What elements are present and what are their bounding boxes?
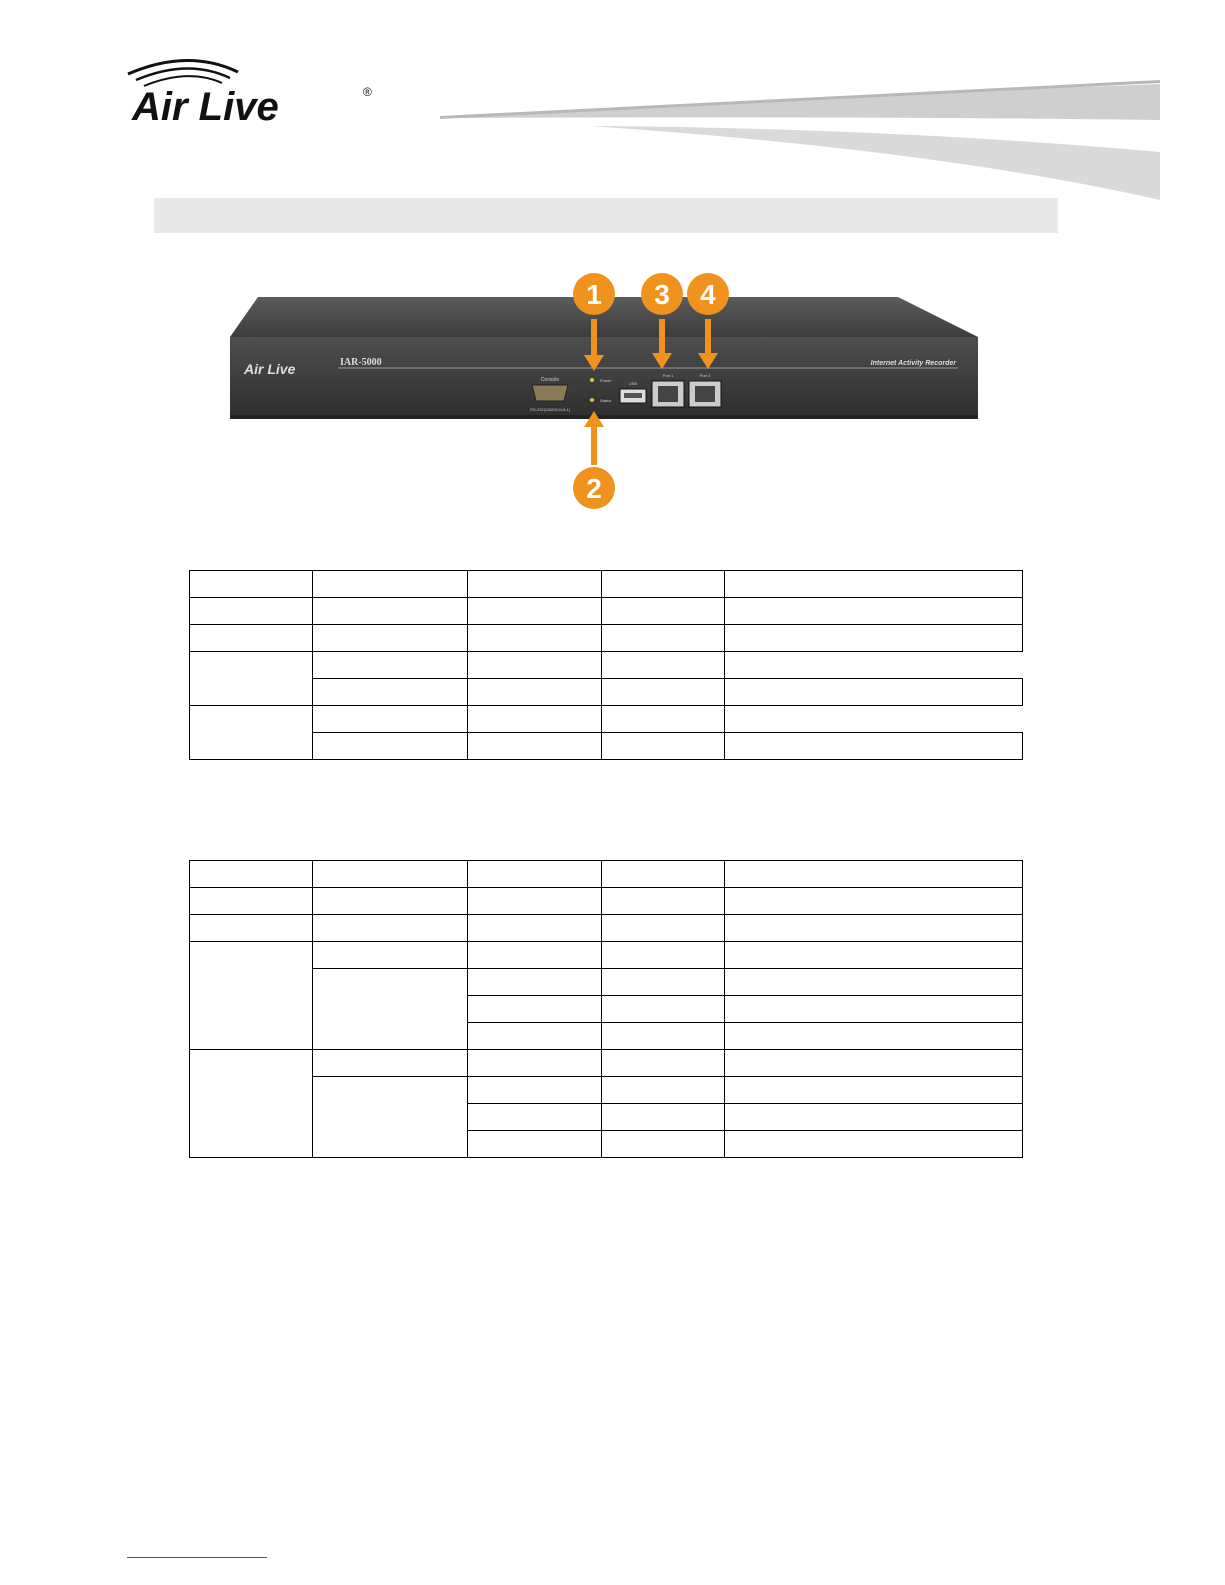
power-led [590,378,594,382]
table-cell [724,598,1022,625]
table-cell [601,679,724,706]
table-row [190,1050,1023,1077]
table-cell [724,733,1022,760]
console-sub-label: RS-232(115200,N,8,1) [530,407,570,412]
table-cell [312,571,468,598]
table-cell [468,733,602,760]
table-cell [468,706,602,733]
table-row [190,888,1023,915]
table-cell [724,571,1022,598]
table-cell [601,1023,724,1050]
console-label: Console [540,377,560,383]
console-port [532,385,568,401]
port1-label: Port 1 [662,373,674,378]
table-cell [724,625,1022,652]
table-cell [468,1131,602,1158]
table-cell [312,888,468,915]
table-cell [601,1104,724,1131]
table-row [190,733,1023,760]
table-cell [601,1077,724,1104]
table-row [190,598,1023,625]
table-cell [312,1077,468,1158]
led-table-2 [189,860,1023,1158]
table-cell [724,1077,1022,1104]
table-cell [312,652,468,679]
svg-text:4: 4 [700,279,716,310]
table-cell [190,1050,313,1158]
port2-label: Port 2 [699,373,711,378]
table-cell [190,706,313,760]
table-cell [601,625,724,652]
device-brand: Air Live [244,361,296,377]
table-cell [468,571,602,598]
table-cell [312,679,468,706]
table-cell [724,915,1022,942]
device-model: IAR-5000 [340,357,382,368]
table-cell [601,996,724,1023]
table-cell [312,706,468,733]
table-cell [601,969,724,996]
table-cell [468,1050,602,1077]
table-cell [468,915,602,942]
callout-2 [573,411,615,509]
table-row [190,679,1023,706]
table-cell [312,625,468,652]
table-cell [312,861,468,888]
table-cell [190,625,313,652]
table-cell [312,942,468,969]
svg-text:3: 3 [654,279,670,310]
table-row [190,969,1023,996]
table-cell [190,942,313,1050]
table-cell [601,733,724,760]
table-cell [312,969,468,1050]
table-cell [468,861,602,888]
table-cell [312,915,468,942]
table-cell [601,915,724,942]
table-cell [601,861,724,888]
table-cell [190,652,313,706]
table-cell [724,1104,1022,1131]
table-cell [312,1050,468,1077]
table-cell [724,996,1022,1023]
table-cell [601,1131,724,1158]
table-cell [190,861,313,888]
table-cell [468,1104,602,1131]
table-cell [724,969,1022,996]
table-row [190,861,1023,888]
table-cell [724,1050,1022,1077]
table-cell [724,942,1022,969]
table-row [190,571,1023,598]
table-cell [468,996,602,1023]
table-cell [468,679,602,706]
table-row [190,706,1023,733]
table-cell [601,598,724,625]
table-cell [724,1131,1022,1158]
power-led-label: Power [600,378,612,383]
table-cell [468,969,602,996]
table-cell [312,733,468,760]
footer-link-underline [127,1557,267,1558]
usb-label: USB [628,381,638,386]
table-cell [601,942,724,969]
led-table-1 [189,570,1023,760]
table-cell [601,652,724,679]
status-led-label: Status [600,398,612,403]
table-cell [312,598,468,625]
table-cell [468,652,602,679]
table-cell [601,706,724,733]
table-cell [190,915,313,942]
table-cell [468,888,602,915]
table-cell [601,888,724,915]
device-product-name: Internet Activity Recorder [870,360,956,367]
table-cell [724,861,1022,888]
table-cell [190,598,313,625]
table-cell [601,1050,724,1077]
svg-text:Air Live: Air Live [132,85,279,129]
svg-text:1: 1 [586,279,602,310]
device-front-panel [208,255,1000,520]
table-cell [468,942,602,969]
table-cell [468,598,602,625]
table-cell [190,571,313,598]
table-cell [724,888,1022,915]
table-cell [468,1023,602,1050]
table-cell [468,1077,602,1104]
table-row [190,942,1023,969]
table-cell [190,888,313,915]
table-cell [724,679,1022,706]
table-row [190,652,1023,679]
table-row [190,915,1023,942]
svg-text:2: 2 [586,473,602,504]
svg-text:®: ® [363,85,372,99]
table-cell [468,625,602,652]
table-row [190,1077,1023,1104]
table-cell [724,1023,1022,1050]
table-cell [601,571,724,598]
table-row [190,625,1023,652]
status-led [590,398,594,402]
airlive-logo [118,52,388,132]
section-title-bar [154,198,1058,233]
